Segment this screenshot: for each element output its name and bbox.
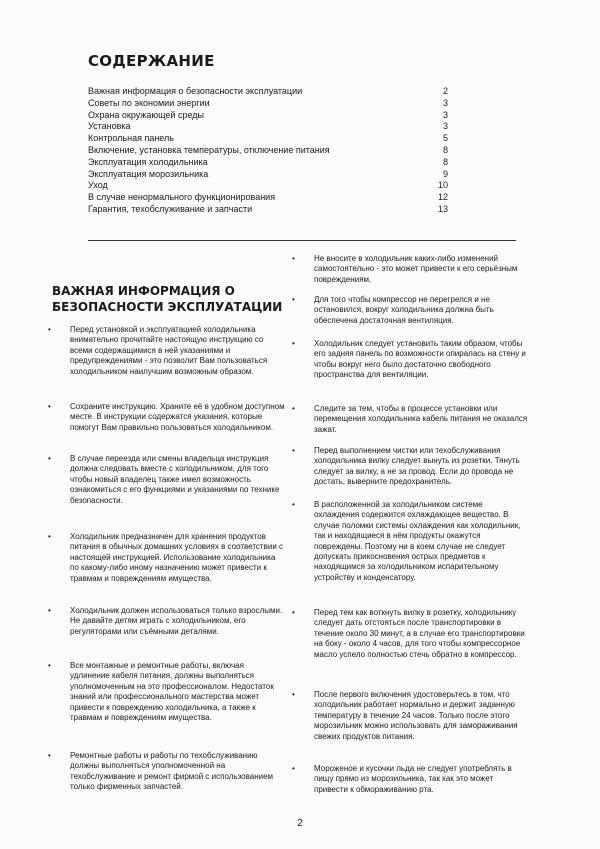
bullet-icon: • [292, 608, 295, 617]
bullet-icon: • [292, 764, 295, 773]
safety-item-text: После первого включения удостоверьтесь в том, что холодильник работает нормально и держит заданную температуру в течение 24 часов. Только после этого морозильник можно использовать для замораживания свежих продуктов питания. [314, 690, 518, 741]
safety-item-text: Холодильник должен использоваться только взрослыми. Не давайте детям играть с холодильником, его регуляторами или съёмными деталями. [70, 606, 283, 636]
bullet-icon: • [48, 661, 51, 670]
bullet-icon: • [48, 454, 51, 463]
safety-item-text: Перед тем как воткнуть вилку в розетку, холодильнику следует дать отстояться после транспортировки в течение около 30 минут, а в случае его транспортировки на боку - около 4 часов, для того чтобы компрессорное масло успело полностью стечь обратно в компрессор. [314, 608, 525, 659]
bullet-icon: • [48, 325, 51, 334]
safety-item [48, 454, 285, 506]
safety-item-text: Холодильник предназначен для хранения продуктов питания в обычных домашних условиях в соответствии с настоящей инструкцией. Использование холодильника по какому-либо иному назначению может привести к травмам и повреждениям имущества. [70, 532, 284, 583]
bullet-icon: • [292, 295, 295, 304]
safety-item-text: Мороженое и кусочки льда не следует употреблять в пищу прямо из морозильника, так как это может привести к обмораживанию рта. [314, 764, 512, 794]
safety-item-text: Перед выполнением чистки или техобслуживания холодильника вилку следует вынуть из розетки. Тянуть следует за вилку, а не за провод. Если до провода не достать, выверните предохранитель. [314, 446, 520, 487]
bullet-icon: • [48, 532, 51, 541]
safety-item-text: Все монтажные и ремонтные работы, включая удлинение кабеля питания, должны выполняться уполномоченным на это профессионалом. Недостаток знаний или профессионального мастерства может привести к повреждению холодильника, а также к травмам и повреждениям имущества. [70, 661, 274, 723]
safety-item-text: Не вносите в холодильник каких-либо изменений самостоятельно - это может привести к его серьёзным повреждениям. [314, 254, 518, 284]
bullet-icon: • [48, 606, 51, 615]
toc-title: СОДЕРЖАНИЕ [88, 52, 215, 70]
bullet-icon: • [292, 446, 295, 455]
toc-entry-page: 3 [442, 97, 448, 108]
toc-entry [88, 169, 448, 181]
safety-item [292, 295, 528, 326]
toc-entry-label: Эксплуатация холодильника [88, 156, 208, 167]
bullet-icon: • [48, 402, 51, 411]
bullet-icon: • [292, 690, 295, 699]
toc-entry [88, 98, 448, 110]
safety-item [292, 254, 528, 285]
safety-item [48, 402, 285, 433]
toc-entry [88, 204, 448, 216]
safety-item [48, 606, 285, 637]
safety-item-text: Для того чтобы компрессор не перегрелся и не остановился, вокруг холодильника должна быть обеспечена достаточная вентиляция. [314, 295, 494, 325]
safety-item [292, 500, 528, 583]
toc-entry-page: 10 [437, 180, 448, 191]
toc-entry [88, 110, 448, 122]
bullet-icon: • [292, 404, 295, 413]
safety-item [48, 325, 285, 377]
safety-item [292, 339, 528, 381]
toc-entry-page: 3 [442, 109, 448, 120]
toc-entry-label: Охрана окружающей среды [88, 109, 204, 120]
safety-item-text: Сохраните инструкцию. Храните её в удобном доступном месте. В инструкции содержатся указания, которые помогут Вам правильно пользоваться холодильником. [70, 402, 285, 432]
section-title: ВАЖНАЯ ИНФОРМАЦИЯ О БЕЗОПАСНОСТИ ЭКСПЛУАТАЦИИ [52, 284, 283, 314]
toc-entry-page: 2 [442, 86, 448, 96]
safety-item-text: В случае переезда или смены владельца инструкция должна следовать вместе с холодильником, для того чтобы новый владелец также имел возможность ознакомиться с его функциями и указаниями по технике безопасности. [70, 454, 280, 505]
toc-entry [88, 121, 448, 133]
toc-entry-page: 12 [437, 192, 448, 203]
toc-entry [88, 192, 448, 204]
bullet-icon: • [48, 751, 51, 760]
toc-entry-page: 8 [442, 144, 448, 155]
section-divider [88, 240, 516, 241]
safety-item-text: Холодильник следует установить таким образом, чтобы его задняя панель по возможности опиралась на стену и чтобы вокруг него было достаточно свободного пространства для вентиляции. [314, 339, 526, 380]
bullet-icon: • [292, 254, 295, 263]
toc-entry-page: 9 [442, 168, 448, 179]
toc-entry-page: 3 [442, 121, 448, 132]
toc-entry [88, 145, 448, 157]
safety-item-text: Перед установкой и эксплуатацией холодильника внимательно прочитайте настоящую инструкцию со всеми содержащимися в ней указаниями и предупреждениями - это позволит Вам пользоваться холодильником наилучшим возможным образом. [70, 325, 268, 376]
safety-item [292, 608, 528, 660]
table-of-contents [88, 86, 448, 216]
toc-entry-page: 13 [437, 203, 448, 214]
toc-entry-label: Уход [88, 180, 108, 191]
safety-item [292, 446, 528, 488]
toc-entry-page: 8 [442, 156, 448, 167]
toc-entry-label: Гарантия, техобслуживание и запчасти [88, 203, 253, 214]
safety-item-text: Ремонтные работы и работы по техобслуживанию должны выполняться уполномоченной на техобслуживание и ремонт фирмой с использованием только фирменных запчастей. [70, 751, 274, 792]
toc-entry-label: В случае ненормального функционирования [88, 192, 276, 203]
safety-item [48, 661, 285, 723]
bullet-icon: • [292, 339, 295, 348]
safety-item-text: Следите за тем, чтобы в процессе установки или перемещения холодильника кабель питания не оказался зажат. [314, 404, 528, 434]
safety-item [292, 404, 528, 435]
toc-entry-page: 5 [442, 133, 448, 144]
safety-item [48, 532, 285, 584]
toc-entry [88, 157, 448, 169]
safety-item-text: В расположенной за холодильником системе охлаждения содержится охлаждающее вещество. В случае поломки системы охлаждения как холодильник, так и находящиеся в нём продукты окажутся повреждены. Поэтому ни в коем случае не следует допускать прикосновения острых предметов к находящимся за холодильником испарительному устройству и конденсатору. [314, 500, 521, 582]
toc-entry-label: Контрольная панель [88, 133, 174, 144]
toc-entry-label: Включение, установка температуры, отключение питания [88, 144, 330, 155]
toc-entry [88, 86, 448, 98]
toc-entry [88, 180, 448, 192]
safety-item [292, 764, 528, 795]
toc-entry [88, 133, 448, 145]
page-number: 2 [297, 818, 303, 829]
toc-entry-label: Советы по экономии энергии [88, 97, 210, 108]
safety-item [48, 751, 285, 793]
toc-entry-label: Важная информация о безопасности эксплуатации [88, 86, 303, 96]
toc-entry-label: Установка [88, 121, 131, 132]
toc-entry-label: Эксплуатация морозильника [88, 168, 209, 179]
bullet-icon: • [292, 500, 295, 509]
safety-item [292, 690, 528, 742]
